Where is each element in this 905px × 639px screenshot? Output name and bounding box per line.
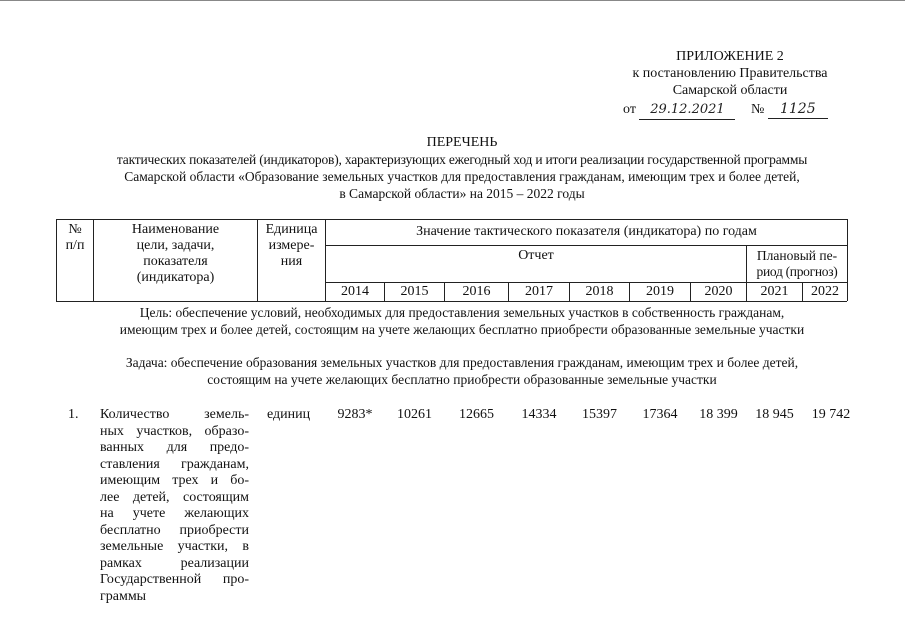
attachment-line1: к постановлению Правительства <box>632 66 828 81</box>
header-number <box>56 222 94 254</box>
header-plan-line: риод (прогноз) <box>756 264 838 279</box>
row1-name-line: ванных для предо- <box>100 440 249 455</box>
date-prefix: от <box>623 102 636 117</box>
header-number-line: п/п <box>65 238 85 253</box>
header-unit <box>258 222 325 270</box>
row1-value: 18 945 <box>755 407 794 422</box>
header-name-line: Наименование <box>131 222 220 237</box>
top-scan-edge <box>0 0 905 1</box>
year-cell: 2014 <box>341 284 369 299</box>
heading-title: ПЕРЕЧЕНЬ <box>426 135 498 150</box>
row1-value: 18 399 <box>699 407 738 422</box>
task-block <box>40 354 884 388</box>
heading-block <box>40 134 884 202</box>
row1-name-line: граммы <box>100 589 147 604</box>
header-name-line: (индикатора) <box>136 270 215 285</box>
attachment-block <box>600 48 860 99</box>
heading-line3: в Самарской области» на 2015 – 2022 годы <box>339 186 585 201</box>
grid-line <box>847 219 848 301</box>
header-unit-line: измере- <box>268 238 315 253</box>
year-cell: 2020 <box>704 284 733 299</box>
date-value: 29.12.2021 <box>639 101 735 120</box>
year-cell: 2018 <box>585 284 614 299</box>
year-cell: 2015 <box>400 284 429 299</box>
row1-name-line: лее детей, состоящим <box>100 490 249 505</box>
header-plan-line: Плановый пе- <box>756 248 838 263</box>
year-cell: 2016 <box>462 284 491 299</box>
heading-line2: Самарской области «Образование земельных участков для предоставления гражданам, имеющим трех и более детей, <box>124 169 800 184</box>
row1-value: 19 742 <box>811 407 851 422</box>
table-subheader-border <box>325 245 847 246</box>
year-cell: 2017 <box>525 284 553 299</box>
number-value: 1125 <box>768 100 828 119</box>
row1-name-line: ных участков, образо- <box>100 424 249 439</box>
year-cell: 2019 <box>646 284 674 299</box>
header-report: Отчет <box>518 248 554 263</box>
attachment-title: ПРИЛОЖЕНИЕ 2 <box>676 49 784 64</box>
attachment-date-line <box>623 100 843 120</box>
number-prefix: № <box>750 102 765 117</box>
row1-value: 17364 <box>642 407 678 422</box>
row1-value: 14334 <box>521 407 557 422</box>
goal-line1: Цель: обеспечение условий, необходимых для предоставления земельных участков в собственность гражданам, <box>139 305 785 320</box>
row1-name-line: Государственной про- <box>100 572 249 587</box>
header-name <box>94 222 257 286</box>
row1-number: 1. <box>68 407 79 422</box>
row1-value: 15397 <box>582 407 617 422</box>
heading-line1: тактических показателей (индикаторов), характеризующих ежегодный ход и итоги реализации государственной программы <box>116 152 808 167</box>
row1-value: 9283* <box>337 407 373 422</box>
row1-name-line: земельные участки, в <box>100 539 249 554</box>
header-unit-line: ния <box>280 254 303 269</box>
header-unit-line: Единица <box>265 222 318 237</box>
goal-line2: имеющим трех и более детей, состоящим на учете желающих бесплатно приобрести образованные земельные участки <box>119 322 805 337</box>
header-name-line: показателя <box>143 254 208 269</box>
header-number-line: № <box>68 222 82 237</box>
row1-name-line: имеющим трех и бо- <box>100 473 249 488</box>
row1-name-line: рамках реализации <box>100 556 249 571</box>
row1-unit: единиц <box>267 407 311 422</box>
table-years-border <box>325 282 847 283</box>
row1-value: 12665 <box>459 407 494 422</box>
task-line1: Задача: обеспечение образования земельных участков для предоставления гражданам, имеющим трех и более детей, <box>125 355 799 370</box>
row1-name-line: бесплатно приобрести <box>100 523 249 538</box>
attachment-line2: Самарской области <box>672 83 788 98</box>
task-line2: состоящим на учете желающих бесплатно приобрести образованные земельные участки <box>207 372 717 387</box>
year-cell: 2021 <box>760 284 789 299</box>
goal-block <box>40 304 884 338</box>
year-cell: 2022 <box>811 284 839 299</box>
row1-name-line: на учете желающих <box>100 506 249 521</box>
row1-name-line: Количество земель- <box>100 407 249 422</box>
row1-value: 10261 <box>397 407 432 422</box>
header-plan <box>747 248 847 280</box>
header-values: Значение тактического показателя (индикатора) по годам <box>416 224 757 239</box>
table-bottom-border <box>56 301 847 302</box>
header-name-line: цели, задачи, <box>136 238 215 253</box>
row1-name-line: ставления гражданам, <box>100 457 249 472</box>
table-top-border <box>56 219 847 220</box>
